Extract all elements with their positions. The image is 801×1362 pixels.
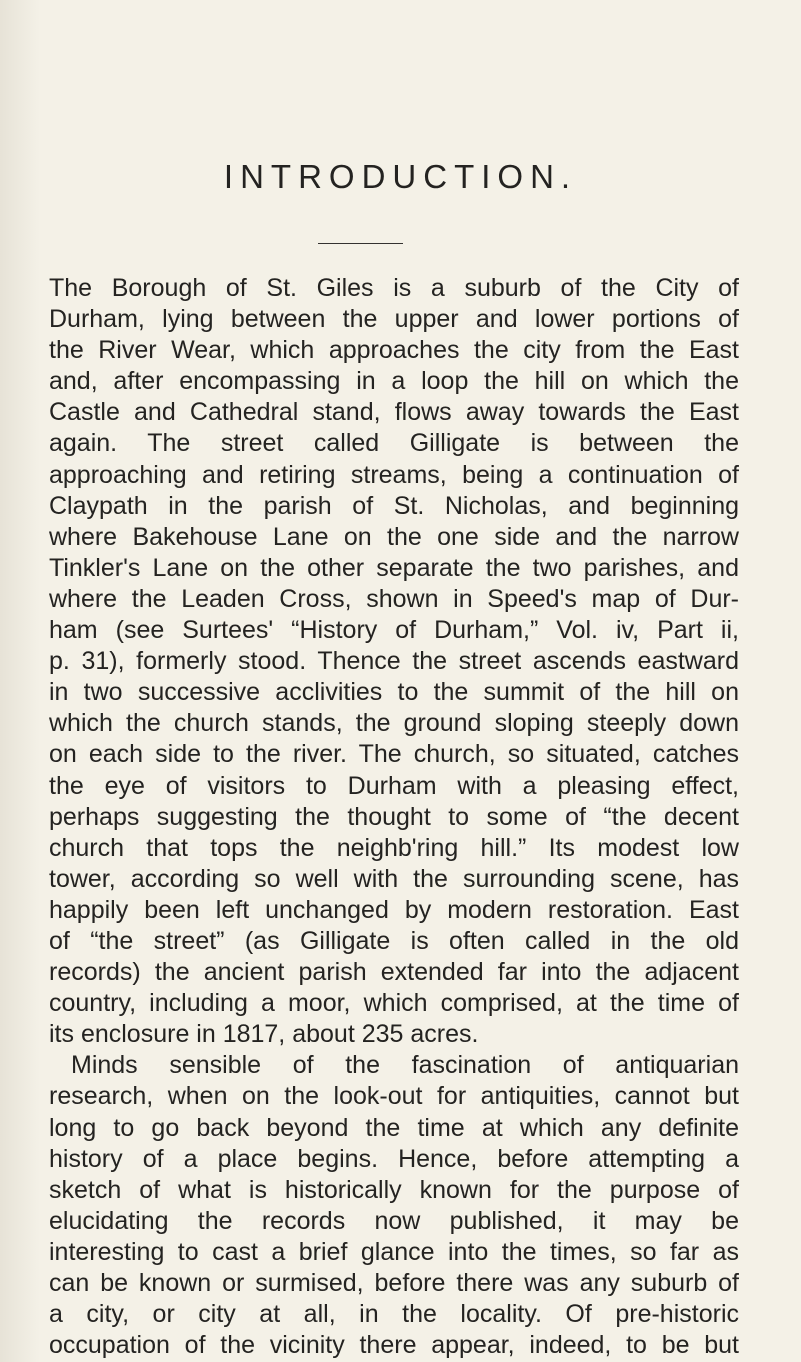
text-line: and, after encompassing in a loop the hill on which the xyxy=(49,367,739,396)
text-line: country, including a moor, which comprised, at the time of xyxy=(49,989,739,1018)
text-line: church that tops the neighb'ring hill.” Its modest low xyxy=(49,833,739,862)
chapter-heading: INTRODUCTION. xyxy=(223,158,578,195)
text-line: Castle and Cathedral stand, flows away towards the East xyxy=(49,398,739,427)
text-line: records) the ancient parish extended far into the adjacent xyxy=(49,958,739,987)
text-line: elucidating the records now published, it may be xyxy=(49,1206,739,1235)
text-line: can be known or surmised, before there was any suburb of xyxy=(49,1269,739,1297)
text-line: tower, according so well with the surrounding scene, has xyxy=(49,864,739,893)
text-line: approaching and retiring streams, being a continuation of xyxy=(49,460,739,489)
text-line: Durham, lying between the upper and lower portions of xyxy=(49,305,739,334)
text-line: where the Leaden Cross, shown in Speed's map of Dur- xyxy=(49,584,739,613)
text-line: Claypath in the parish of St. Nicholas, and beginning xyxy=(49,491,739,520)
text-line: which the church stands, the ground sloping steeply down xyxy=(49,709,739,738)
text-line: occupation of the vicinity there appear, indeed, to be but xyxy=(49,1331,739,1360)
text-line: on each side to the river. The church, so situated, catches xyxy=(49,740,739,769)
body-text xyxy=(49,273,739,1361)
text-line: a city, or city at all, in the locality. Of pre-historic xyxy=(49,1300,739,1329)
text-line: history of a place begins. Hence, before attempting a xyxy=(49,1144,739,1173)
text-line: long to go back beyond the time at which any definite xyxy=(49,1113,739,1142)
text-line: in two successive acclivities to the summit of the hill on xyxy=(49,678,739,707)
text-line: where Bakehouse Lane on the one side and the narrow xyxy=(49,522,739,551)
text-line: of “the street” (as Gilligate is often called in the old xyxy=(49,926,739,955)
paragraph-2 xyxy=(49,1050,739,1361)
text-line: the eye of visitors to Durham with a pleasing effect, xyxy=(49,771,739,800)
text-line: p. 31), formerly stood. Thence the street ascends eastward xyxy=(49,647,739,676)
text-line: The Borough of St. Giles is a suburb of the City of xyxy=(49,274,739,302)
text-line: perhaps suggesting the thought to some of “the decent xyxy=(49,802,739,831)
text-line: Tinkler's Lane on the other separate the two parishes, and xyxy=(49,553,739,582)
paragraph-1 xyxy=(49,273,739,1050)
text-line: Minds sensible of the fascination of antiquarian xyxy=(71,1051,739,1080)
text-line: sketch of what is historically known for the purpose of xyxy=(49,1175,739,1204)
text-line: its enclosure in 1817, about 235 acres. xyxy=(49,1020,479,1049)
text-line: interesting to cast a brief glance into the times, so far as xyxy=(49,1237,739,1266)
text-line: again. The street called Gilligate is between the xyxy=(49,429,739,458)
text-line: happily been left unchanged by modern restoration. East xyxy=(49,895,739,924)
text-line: the River Wear, which approaches the city from the East xyxy=(49,336,739,365)
text-line: research, when on the look-out for antiquities, cannot but xyxy=(49,1082,739,1111)
text-line: ham (see Surtees' “History of Durham,” Vol. iv, Part ii, xyxy=(49,616,739,645)
heading-rule xyxy=(318,243,403,244)
